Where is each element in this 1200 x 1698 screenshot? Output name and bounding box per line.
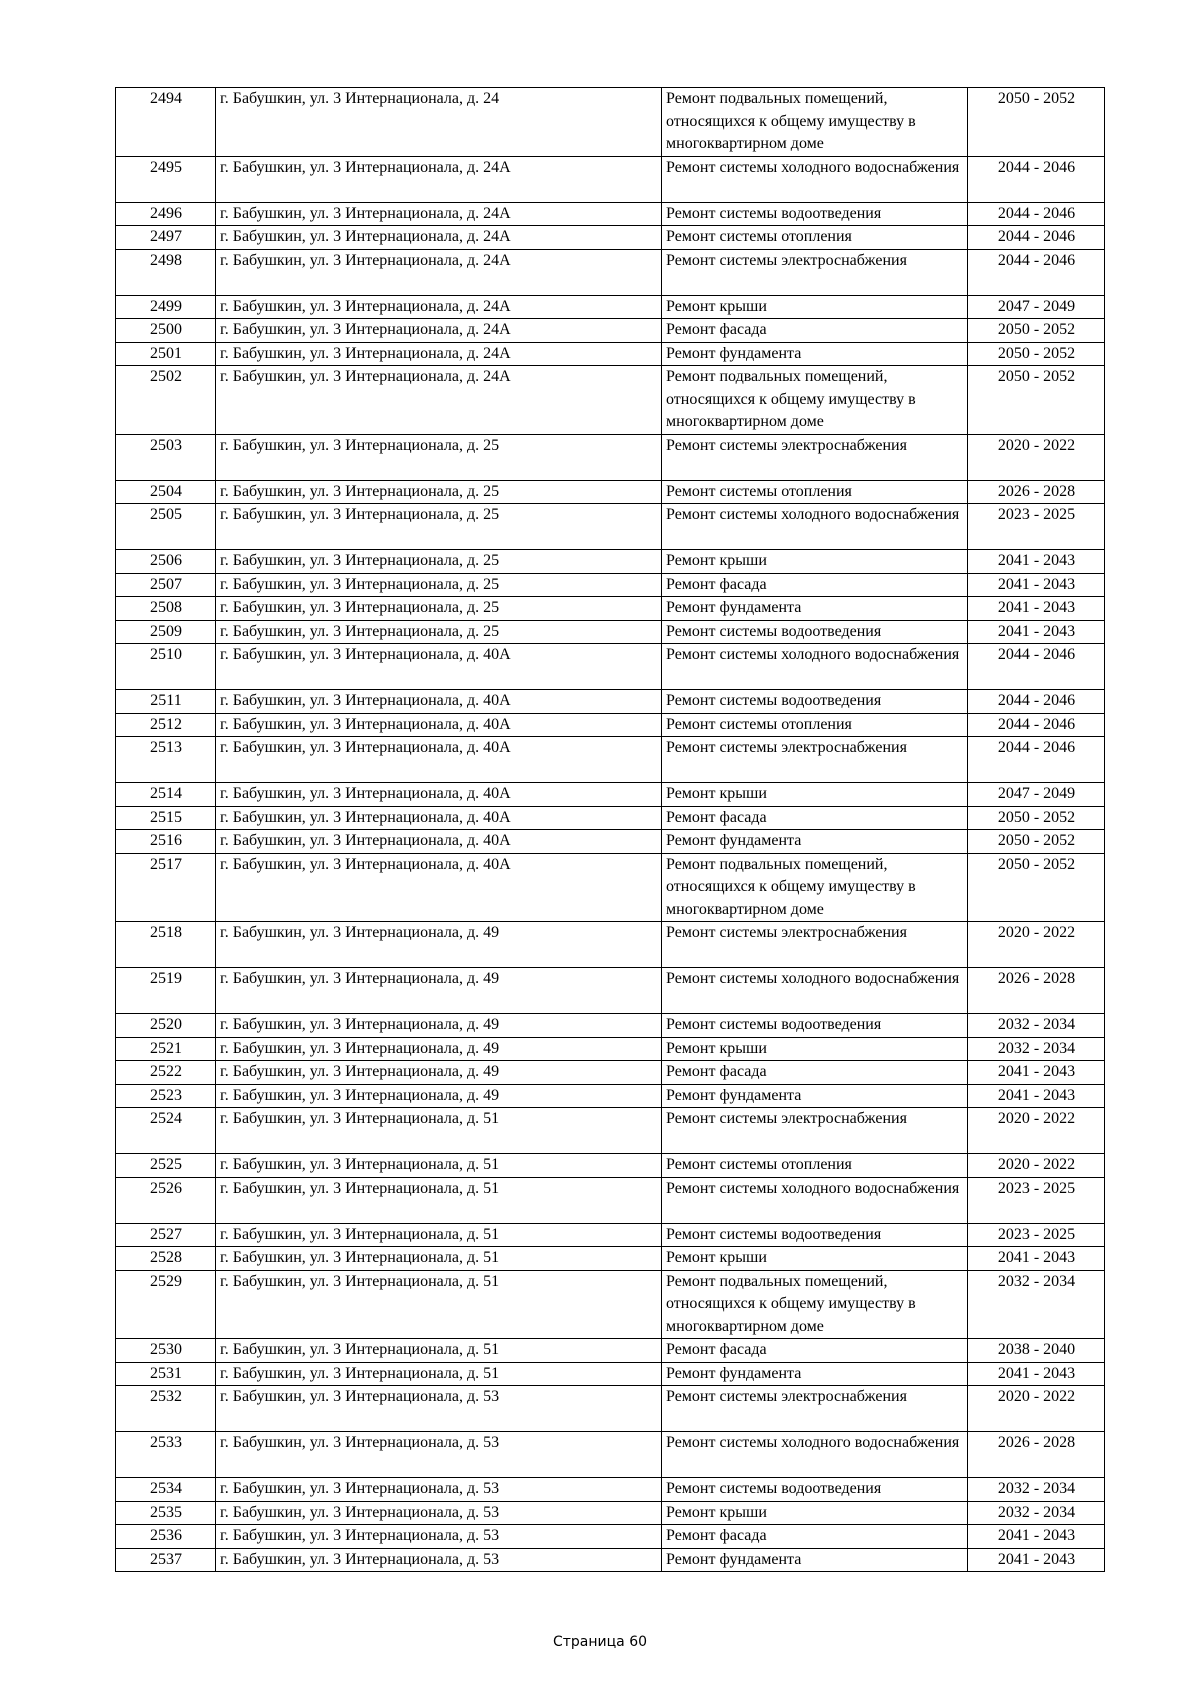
address-cell: г. Бабушкин, ул. 3 Интернационала, д. 25 xyxy=(216,480,662,504)
table-row xyxy=(116,156,1105,202)
row-number-cell: 2502 xyxy=(116,366,216,435)
work-type-cell: Ремонт системы электроснабжения xyxy=(662,249,968,295)
table-row xyxy=(116,1270,1105,1339)
table-row xyxy=(116,713,1105,737)
address-cell: г. Бабушкин, ул. 3 Интернационала, д. 40А xyxy=(216,690,662,714)
work-type-cell: Ремонт фасада xyxy=(662,319,968,343)
work-type-cell: Ремонт крыши xyxy=(662,550,968,574)
address-cell: г. Бабушкин, ул. 3 Интернационала, д. 49 xyxy=(216,1037,662,1061)
address-cell: г. Бабушкин, ул. 3 Интернационала, д. 24А xyxy=(216,366,662,435)
address-cell: г. Бабушкин, ул. 3 Интернационала, д. 53 xyxy=(216,1432,662,1478)
address-cell: г. Бабушкин, ул. 3 Интернационала, д. 49 xyxy=(216,1014,662,1038)
work-type-cell: Ремонт системы холодного водоснабжения xyxy=(662,504,968,550)
work-type-cell: Ремонт крыши xyxy=(662,1247,968,1271)
work-type-cell: Ремонт системы холодного водоснабжения xyxy=(662,1177,968,1223)
table-row xyxy=(116,737,1105,783)
address-cell: г. Бабушкин, ул. 3 Интернационала, д. 40А xyxy=(216,644,662,690)
work-type-cell: Ремонт крыши xyxy=(662,1037,968,1061)
row-number-cell: 2511 xyxy=(116,690,216,714)
row-number-cell: 2504 xyxy=(116,480,216,504)
row-number-cell: 2532 xyxy=(116,1386,216,1432)
row-number-cell: 2527 xyxy=(116,1223,216,1247)
row-number-cell: 2505 xyxy=(116,504,216,550)
row-number-cell: 2534 xyxy=(116,1478,216,1502)
address-cell: г. Бабушкин, ул. 3 Интернационала, д. 40А xyxy=(216,783,662,807)
work-type-cell: Ремонт системы электроснабжения xyxy=(662,922,968,968)
address-cell: г. Бабушкин, ул. 3 Интернационала, д. 51 xyxy=(216,1154,662,1178)
row-number-cell: 2530 xyxy=(116,1339,216,1363)
table-row xyxy=(116,249,1105,295)
period-cell: 2020 - 2022 xyxy=(968,1386,1105,1432)
work-type-cell: Ремонт фасада xyxy=(662,806,968,830)
work-type-cell: Ремонт системы электроснабжения xyxy=(662,1386,968,1432)
table-row xyxy=(116,1037,1105,1061)
work-type-cell: Ремонт системы отопления xyxy=(662,1154,968,1178)
work-type-cell: Ремонт крыши xyxy=(662,1501,968,1525)
work-type-cell: Ремонт системы холодного водоснабжения xyxy=(662,968,968,1014)
period-cell: 2032 - 2034 xyxy=(968,1037,1105,1061)
work-type-cell: Ремонт системы водоотведения xyxy=(662,202,968,226)
work-type-cell: Ремонт подвальных помещений, относящихся к общему имуществу в многоквартирном доме xyxy=(662,88,968,157)
row-number-cell: 2500 xyxy=(116,319,216,343)
period-cell: 2044 - 2046 xyxy=(968,156,1105,202)
address-cell: г. Бабушкин, ул. 3 Интернационала, д. 53 xyxy=(216,1525,662,1549)
table-row xyxy=(116,550,1105,574)
row-number-cell: 2497 xyxy=(116,226,216,250)
work-type-cell: Ремонт подвальных помещений, относящихся к общему имуществу в многоквартирном доме xyxy=(662,366,968,435)
row-number-cell: 2520 xyxy=(116,1014,216,1038)
period-cell: 2041 - 2043 xyxy=(968,550,1105,574)
work-type-cell: Ремонт системы отопления xyxy=(662,713,968,737)
row-number-cell: 2514 xyxy=(116,783,216,807)
period-cell: 2050 - 2052 xyxy=(968,319,1105,343)
period-cell: 2047 - 2049 xyxy=(968,295,1105,319)
period-cell: 2032 - 2034 xyxy=(968,1478,1105,1502)
table-row xyxy=(116,1177,1105,1223)
table-row xyxy=(116,1362,1105,1386)
period-cell: 2050 - 2052 xyxy=(968,830,1105,854)
address-cell: г. Бабушкин, ул. 3 Интернационала, д. 51 xyxy=(216,1108,662,1154)
address-cell: г. Бабушкин, ул. 3 Интернационала, д. 24А xyxy=(216,202,662,226)
row-number-cell: 2526 xyxy=(116,1177,216,1223)
row-number-cell: 2508 xyxy=(116,597,216,621)
page-number: Страница 60 xyxy=(552,1634,648,1650)
table-row xyxy=(116,620,1105,644)
table-row xyxy=(116,1478,1105,1502)
table-row xyxy=(116,853,1105,922)
period-cell: 2041 - 2043 xyxy=(968,1084,1105,1108)
table-row xyxy=(116,1525,1105,1549)
work-type-cell: Ремонт системы электроснабжения xyxy=(662,737,968,783)
table-row xyxy=(116,366,1105,435)
row-number-cell: 2507 xyxy=(116,573,216,597)
row-number-cell: 2531 xyxy=(116,1362,216,1386)
period-cell: 2032 - 2034 xyxy=(968,1270,1105,1339)
table-row xyxy=(116,968,1105,1014)
row-number-cell: 2518 xyxy=(116,922,216,968)
row-number-cell: 2498 xyxy=(116,249,216,295)
work-type-cell: Ремонт системы отопления xyxy=(662,480,968,504)
address-cell: г. Бабушкин, ул. 3 Интернационала, д. 40А xyxy=(216,830,662,854)
work-type-cell: Ремонт системы водоотведения xyxy=(662,1478,968,1502)
table-row xyxy=(116,504,1105,550)
period-cell: 2044 - 2046 xyxy=(968,737,1105,783)
period-cell: 2041 - 2043 xyxy=(968,573,1105,597)
work-type-cell: Ремонт фундамента xyxy=(662,1548,968,1572)
work-type-cell: Ремонт фасада xyxy=(662,573,968,597)
period-cell: 2020 - 2022 xyxy=(968,1108,1105,1154)
row-number-cell: 2521 xyxy=(116,1037,216,1061)
row-number-cell: 2522 xyxy=(116,1061,216,1085)
address-cell: г. Бабушкин, ул. 3 Интернационала, д. 40А xyxy=(216,737,662,783)
row-number-cell: 2525 xyxy=(116,1154,216,1178)
work-type-cell: Ремонт крыши xyxy=(662,295,968,319)
table-row xyxy=(116,226,1105,250)
work-type-cell: Ремонт системы холодного водоснабжения xyxy=(662,1432,968,1478)
work-type-cell: Ремонт системы электроснабжения xyxy=(662,434,968,480)
period-cell: 2044 - 2046 xyxy=(968,644,1105,690)
row-number-cell: 2529 xyxy=(116,1270,216,1339)
table-row xyxy=(116,806,1105,830)
address-cell: г. Бабушкин, ул. 3 Интернационала, д. 25 xyxy=(216,550,662,574)
address-cell: г. Бабушкин, ул. 3 Интернационала, д. 25 xyxy=(216,573,662,597)
address-cell: г. Бабушкин, ул. 3 Интернационала, д. 25 xyxy=(216,504,662,550)
table-row xyxy=(116,1548,1105,1572)
work-type-cell: Ремонт системы водоотведения xyxy=(662,690,968,714)
address-cell: г. Бабушкин, ул. 3 Интернационала, д. 24А xyxy=(216,342,662,366)
address-cell: г. Бабушкин, ул. 3 Интернационала, д. 53 xyxy=(216,1386,662,1432)
address-cell: г. Бабушкин, ул. 3 Интернационала, д. 40А xyxy=(216,806,662,830)
address-cell: г. Бабушкин, ул. 3 Интернационала, д. 51 xyxy=(216,1223,662,1247)
address-cell: г. Бабушкин, ул. 3 Интернационала, д. 24А xyxy=(216,226,662,250)
table-row xyxy=(116,1247,1105,1271)
period-cell: 2026 - 2028 xyxy=(968,480,1105,504)
table-row xyxy=(116,1501,1105,1525)
work-type-cell: Ремонт фасада xyxy=(662,1061,968,1085)
work-type-cell: Ремонт фундамента xyxy=(662,830,968,854)
period-cell: 2044 - 2046 xyxy=(968,713,1105,737)
row-number-cell: 2503 xyxy=(116,434,216,480)
row-number-cell: 2528 xyxy=(116,1247,216,1271)
table-row xyxy=(116,434,1105,480)
table-row xyxy=(116,1014,1105,1038)
work-type-cell: Ремонт системы электроснабжения xyxy=(662,1108,968,1154)
address-cell: г. Бабушкин, ул. 3 Интернационала, д. 25 xyxy=(216,597,662,621)
address-cell: г. Бабушкин, ул. 3 Интернационала, д. 24А xyxy=(216,319,662,343)
row-number-cell: 2494 xyxy=(116,88,216,157)
table-row xyxy=(116,342,1105,366)
work-type-cell: Ремонт системы водоотведения xyxy=(662,620,968,644)
table-row xyxy=(116,319,1105,343)
address-cell: г. Бабушкин, ул. 3 Интернационала, д. 51 xyxy=(216,1177,662,1223)
period-cell: 2020 - 2022 xyxy=(968,1154,1105,1178)
work-type-cell: Ремонт фундамента xyxy=(662,597,968,621)
table-row xyxy=(116,1432,1105,1478)
period-cell: 2032 - 2034 xyxy=(968,1501,1105,1525)
period-cell: 2026 - 2028 xyxy=(968,968,1105,1014)
work-type-cell: Ремонт подвальных помещений, относящихся к общему имуществу в многоквартирном доме xyxy=(662,1270,968,1339)
address-cell: г. Бабушкин, ул. 3 Интернационала, д. 51 xyxy=(216,1270,662,1339)
work-type-cell: Ремонт фасада xyxy=(662,1339,968,1363)
period-cell: 2044 - 2046 xyxy=(968,690,1105,714)
table-row xyxy=(116,295,1105,319)
period-cell: 2020 - 2022 xyxy=(968,434,1105,480)
work-type-cell: Ремонт крыши xyxy=(662,783,968,807)
period-cell: 2041 - 2043 xyxy=(968,1548,1105,1572)
period-cell: 2020 - 2022 xyxy=(968,922,1105,968)
table-body xyxy=(116,88,1105,1572)
table-row xyxy=(116,88,1105,157)
address-cell: г. Бабушкин, ул. 3 Интернационала, д. 40А xyxy=(216,853,662,922)
table-row xyxy=(116,1386,1105,1432)
period-cell: 2041 - 2043 xyxy=(968,620,1105,644)
period-cell: 2023 - 2025 xyxy=(968,1177,1105,1223)
row-number-cell: 2523 xyxy=(116,1084,216,1108)
period-cell: 2041 - 2043 xyxy=(968,1247,1105,1271)
address-cell: г. Бабушкин, ул. 3 Интернационала, д. 24 xyxy=(216,88,662,157)
table-row xyxy=(116,644,1105,690)
table-row xyxy=(116,597,1105,621)
period-cell: 2044 - 2046 xyxy=(968,202,1105,226)
row-number-cell: 2513 xyxy=(116,737,216,783)
work-type-cell: Ремонт системы отопления xyxy=(662,226,968,250)
period-cell: 2023 - 2025 xyxy=(968,504,1105,550)
table-row xyxy=(116,830,1105,854)
row-number-cell: 2536 xyxy=(116,1525,216,1549)
row-number-cell: 2512 xyxy=(116,713,216,737)
address-cell: г. Бабушкин, ул. 3 Интернационала, д. 53 xyxy=(216,1478,662,1502)
row-number-cell: 2533 xyxy=(116,1432,216,1478)
address-cell: г. Бабушкин, ул. 3 Интернационала, д. 49 xyxy=(216,922,662,968)
table-row xyxy=(116,480,1105,504)
work-type-cell: Ремонт фундамента xyxy=(662,342,968,366)
address-cell: г. Бабушкин, ул. 3 Интернационала, д. 49 xyxy=(216,1061,662,1085)
period-cell: 2038 - 2040 xyxy=(968,1339,1105,1363)
period-cell: 2023 - 2025 xyxy=(968,1223,1105,1247)
address-cell: г. Бабушкин, ул. 3 Интернационала, д. 49 xyxy=(216,968,662,1014)
row-number-cell: 2517 xyxy=(116,853,216,922)
row-number-cell: 2496 xyxy=(116,202,216,226)
row-number-cell: 2509 xyxy=(116,620,216,644)
work-type-cell: Ремонт системы холодного водоснабжения xyxy=(662,156,968,202)
row-number-cell: 2524 xyxy=(116,1108,216,1154)
address-cell: г. Бабушкин, ул. 3 Интернационала, д. 53 xyxy=(216,1501,662,1525)
address-cell: г. Бабушкин, ул. 3 Интернационала, д. 24А xyxy=(216,295,662,319)
table-row xyxy=(116,1084,1105,1108)
repair-schedule-table xyxy=(115,87,1105,1572)
work-type-cell: Ремонт фундамента xyxy=(662,1362,968,1386)
period-cell: 2050 - 2052 xyxy=(968,366,1105,435)
address-cell: г. Бабушкин, ул. 3 Интернационала, д. 51 xyxy=(216,1339,662,1363)
period-cell: 2032 - 2034 xyxy=(968,1014,1105,1038)
table-row xyxy=(116,783,1105,807)
row-number-cell: 2510 xyxy=(116,644,216,690)
period-cell: 2044 - 2046 xyxy=(968,249,1105,295)
row-number-cell: 2515 xyxy=(116,806,216,830)
address-cell: г. Бабушкин, ул. 3 Интернационала, д. 51 xyxy=(216,1247,662,1271)
period-cell: 2041 - 2043 xyxy=(968,1061,1105,1085)
table-row xyxy=(116,922,1105,968)
period-cell: 2041 - 2043 xyxy=(968,597,1105,621)
table-row xyxy=(116,690,1105,714)
period-cell: 2026 - 2028 xyxy=(968,1432,1105,1478)
address-cell: г. Бабушкин, ул. 3 Интернационала, д. 51 xyxy=(216,1362,662,1386)
address-cell: г. Бабушкин, ул. 3 Интернационала, д. 25 xyxy=(216,434,662,480)
address-cell: г. Бабушкин, ул. 3 Интернационала, д. 25 xyxy=(216,620,662,644)
row-number-cell: 2506 xyxy=(116,550,216,574)
period-cell: 2050 - 2052 xyxy=(968,853,1105,922)
address-cell: г. Бабушкин, ул. 3 Интернационала, д. 53 xyxy=(216,1548,662,1572)
table-row xyxy=(116,202,1105,226)
table-row xyxy=(116,573,1105,597)
address-cell: г. Бабушкин, ул. 3 Интернационала, д. 24А xyxy=(216,156,662,202)
work-type-cell: Ремонт системы водоотведения xyxy=(662,1014,968,1038)
table-row xyxy=(116,1061,1105,1085)
work-type-cell: Ремонт фундамента xyxy=(662,1084,968,1108)
row-number-cell: 2501 xyxy=(116,342,216,366)
table-row xyxy=(116,1108,1105,1154)
row-number-cell: 2537 xyxy=(116,1548,216,1572)
address-cell: г. Бабушкин, ул. 3 Интернационала, д. 24А xyxy=(216,249,662,295)
work-type-cell: Ремонт системы холодного водоснабжения xyxy=(662,644,968,690)
address-cell: г. Бабушкин, ул. 3 Интернационала, д. 40А xyxy=(216,713,662,737)
period-cell: 2050 - 2052 xyxy=(968,88,1105,157)
period-cell: 2050 - 2052 xyxy=(968,806,1105,830)
work-type-cell: Ремонт системы водоотведения xyxy=(662,1223,968,1247)
row-number-cell: 2495 xyxy=(116,156,216,202)
work-type-cell: Ремонт подвальных помещений, относящихся к общему имуществу в многоквартирном доме xyxy=(662,853,968,922)
address-cell: г. Бабушкин, ул. 3 Интернационала, д. 49 xyxy=(216,1084,662,1108)
row-number-cell: 2535 xyxy=(116,1501,216,1525)
period-cell: 2041 - 2043 xyxy=(968,1362,1105,1386)
table-row xyxy=(116,1339,1105,1363)
period-cell: 2044 - 2046 xyxy=(968,226,1105,250)
table-row xyxy=(116,1223,1105,1247)
row-number-cell: 2519 xyxy=(116,968,216,1014)
row-number-cell: 2499 xyxy=(116,295,216,319)
period-cell: 2047 - 2049 xyxy=(968,783,1105,807)
row-number-cell: 2516 xyxy=(116,830,216,854)
work-type-cell: Ремонт фасада xyxy=(662,1525,968,1549)
period-cell: 2050 - 2052 xyxy=(968,342,1105,366)
period-cell: 2041 - 2043 xyxy=(968,1525,1105,1549)
table-row xyxy=(116,1154,1105,1178)
